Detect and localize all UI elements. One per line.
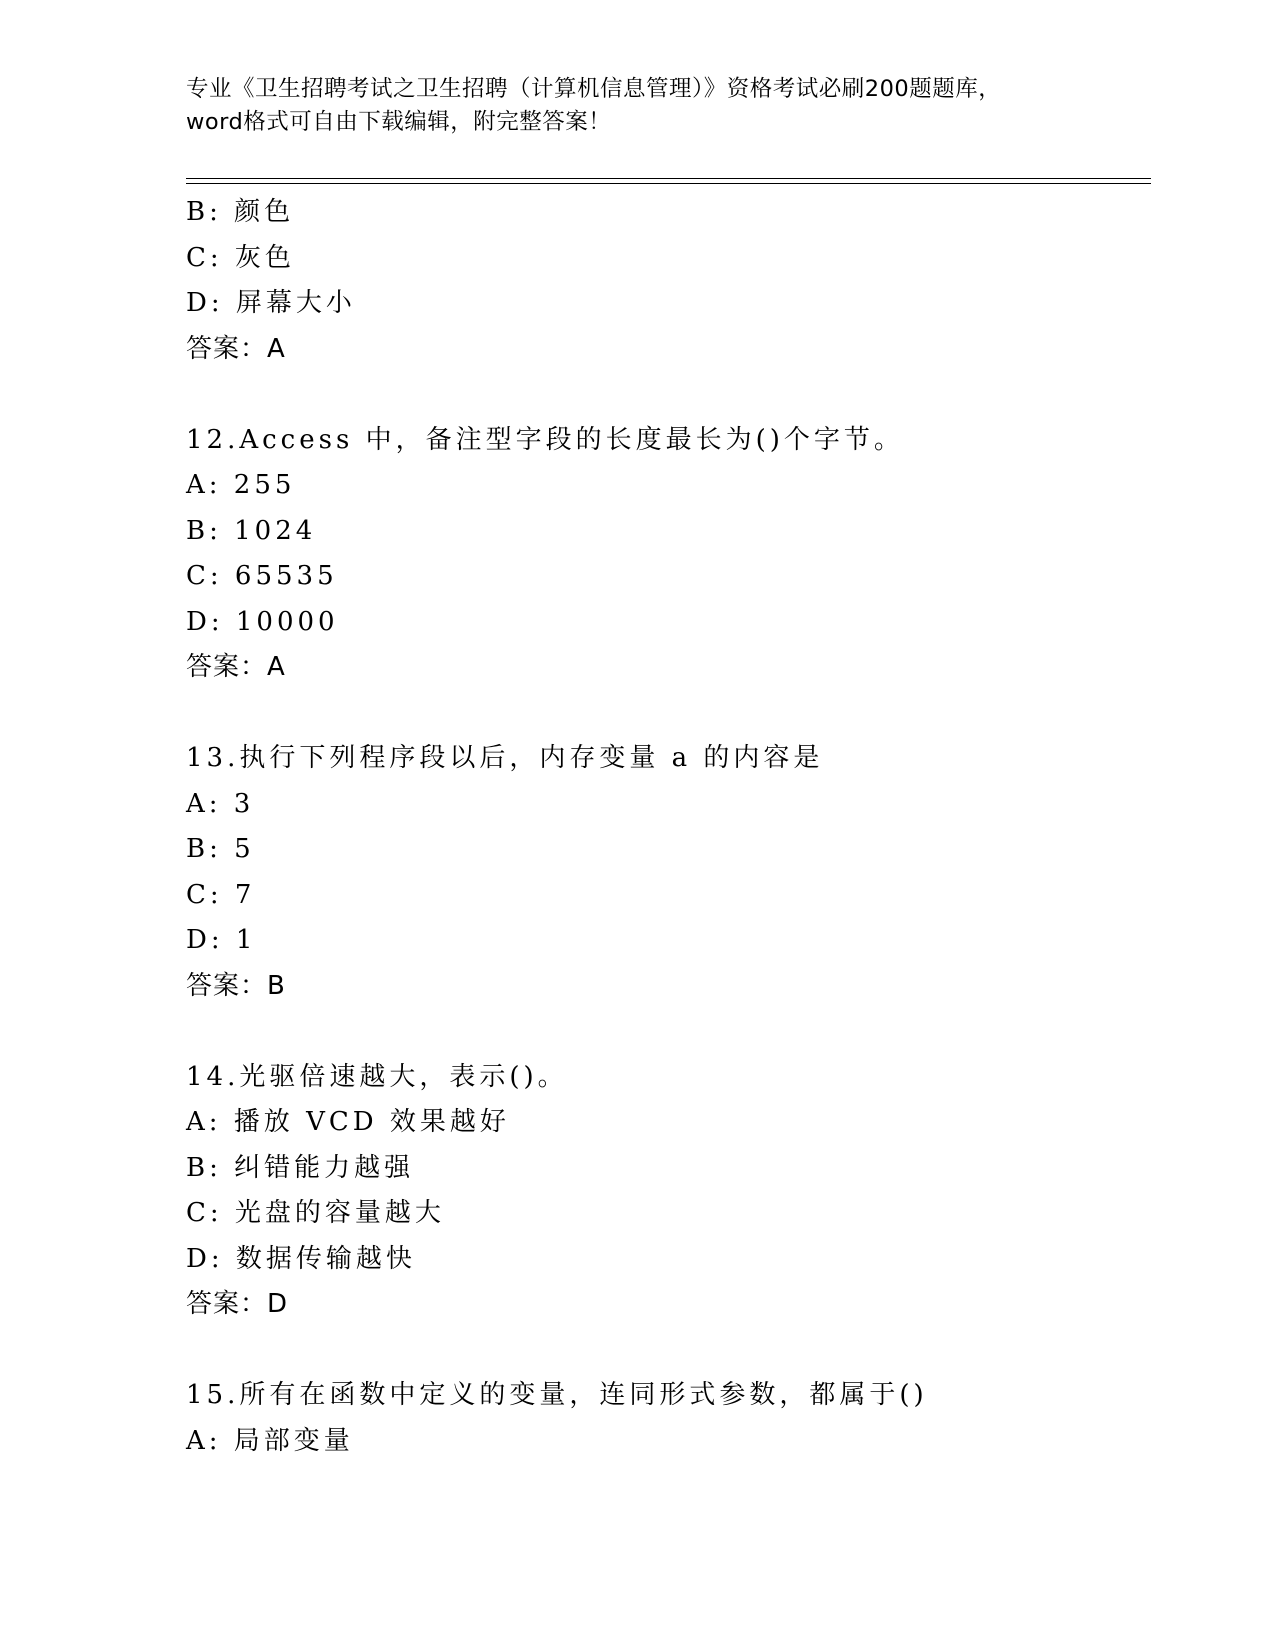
option-a: A: 3 — [186, 788, 255, 819]
question-stem: 15.所有在函数中定义的变量，连同形式参数，都属于() — [186, 1380, 928, 1410]
spacer — [186, 372, 1146, 418]
answer-line: 答案：A — [186, 652, 286, 682]
question-14 — [186, 1055, 1146, 1328]
option-c: C: 7 — [186, 879, 256, 910]
question-11-tail — [186, 190, 1146, 372]
spacer — [186, 1328, 1146, 1374]
option-b: B: 5 — [186, 834, 255, 864]
option-a: A: 播放 VCD 效果越好 — [186, 1107, 510, 1137]
option-c: C: 灰色 — [186, 242, 295, 273]
answer-line: 答案：D — [186, 1289, 289, 1319]
header-title-line-1: 专业《卫生招聘考试之卫生招聘（计算机信息管理）》资格考试必刷200题题库， — [186, 76, 1002, 102]
option-d: D: 屏幕大小 — [186, 288, 356, 318]
header-divider-bottom — [186, 183, 1151, 184]
option-b: B: 1024 — [186, 515, 317, 546]
question-13 — [186, 736, 1146, 1009]
option-b: B: 颜色 — [186, 197, 295, 227]
document-header — [186, 73, 1086, 139]
spacer — [186, 691, 1146, 737]
question-stem: 12.Access 中，备注型字段的长度最长为()个字节。 — [186, 424, 904, 455]
header-divider-top — [186, 178, 1151, 179]
question-15 — [186, 1373, 1146, 1464]
question-12 — [186, 418, 1146, 691]
question-list — [186, 190, 1146, 1464]
answer-line: 答案：B — [186, 970, 286, 1001]
option-d: D: 数据传输越快 — [186, 1243, 416, 1274]
option-a: A: 局部变量 — [186, 1425, 354, 1456]
answer-line: 答案：A — [186, 333, 286, 364]
header-title-line-2: word格式可自由下载编辑，附完整答案！ — [186, 109, 612, 135]
option-d: D: 10000 — [186, 606, 339, 637]
option-b: B: 纠错能力越强 — [186, 1152, 415, 1183]
option-a: A: 255 — [186, 470, 296, 500]
spacer — [186, 1009, 1146, 1055]
option-c: C: 65535 — [186, 561, 338, 591]
question-stem: 13.执行下列程序段以后，内存变量 a 的内容是 — [186, 743, 824, 773]
question-stem: 14.光驱倍速越大，表示()。 — [186, 1061, 568, 1092]
option-d: D: 1 — [186, 925, 257, 955]
option-c: C: 光盘的容量越大 — [186, 1198, 445, 1228]
